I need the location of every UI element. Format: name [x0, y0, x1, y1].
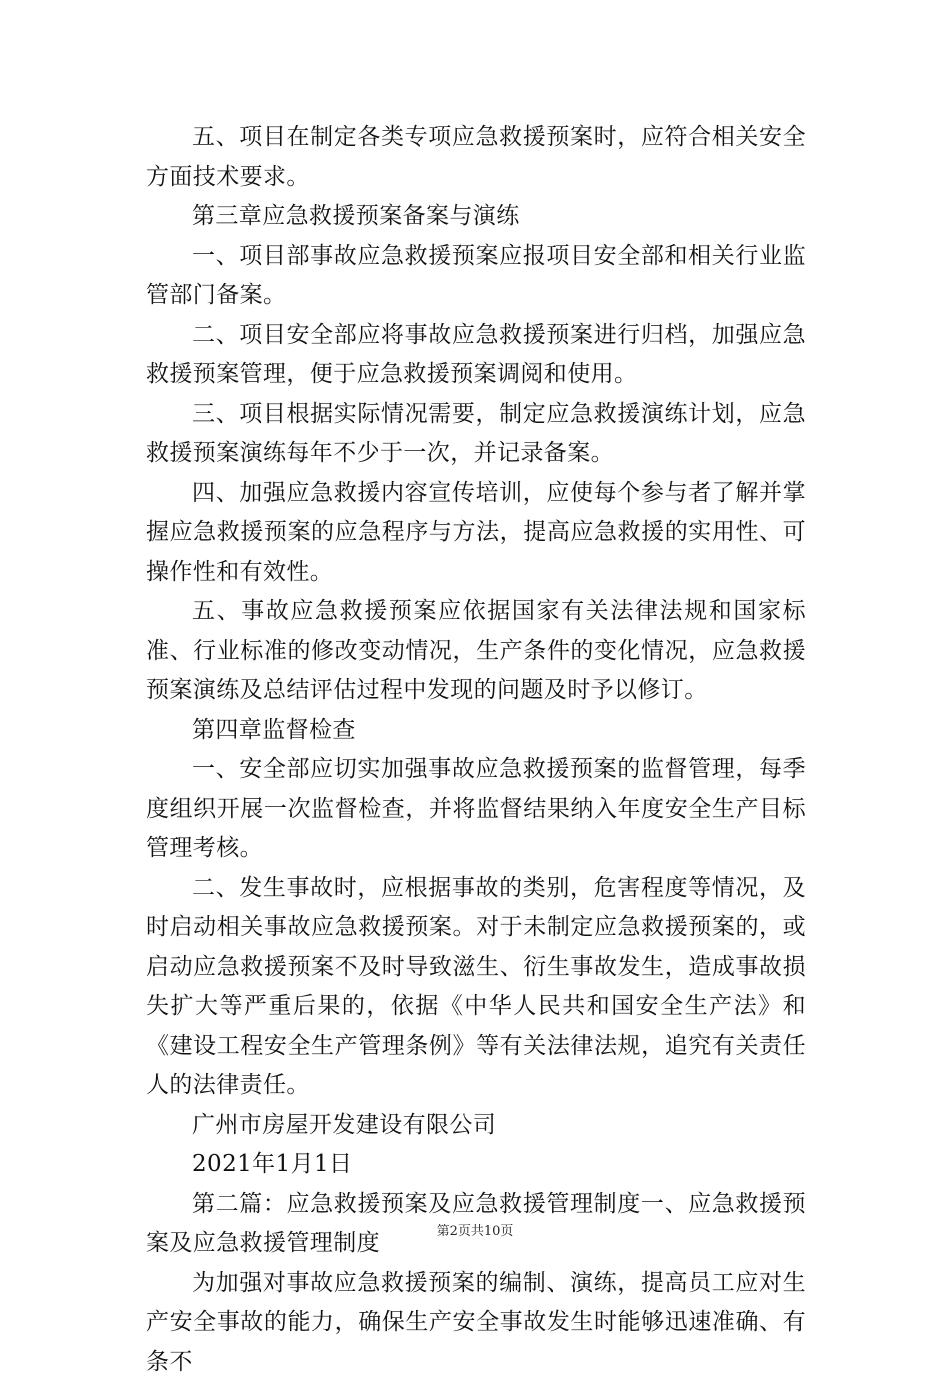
company-signature: 广州市房屋开发建设有限公司: [146, 1106, 806, 1146]
paragraph: 五、项目在制定各类专项应急救援预案时，应符合相关安全方面技术要求。: [146, 118, 806, 197]
page-number: 第2页共10页: [437, 1224, 514, 1239]
section-title: 第二篇：应急救援预案及应急救援管理制度一、应急救援预案及应急救援管理制度: [146, 1185, 806, 1264]
paragraph: 四、加强应急救援内容宣传培训，应使每个参与者了解并掌握应急救援预案的应急程序与方法，提高应急救援的实用性、可操作性和有效性。: [146, 474, 806, 593]
paragraph: 二、发生事故时，应根据事故的类别，危害程度等情况，及时启动相关事故应急救援预案。对于未制定应急救援预案的，或启动应急救援预案不及时导致滋生、衍生事故发生，造成事故损失扩大等严重后果的，依据《中华人民共和国安全生产法》和《建设工程安全生产管理条例》等有关法律法规，追究有关责任人的法律责任。: [146, 869, 806, 1106]
paragraph: 二、项目安全部应将事故应急救援预案进行归档，加强应急救援预案管理，便于应急救援预案调阅和使用。: [146, 316, 806, 395]
chapter-heading: 第四章监督检查: [146, 711, 806, 751]
document-body: [146, 118, 806, 1382]
paragraph: 一、项目部事故应急救援预案应报项目安全部和相关行业监管部门备案。: [146, 237, 806, 316]
paragraph: 三、项目根据实际情况需要，制定应急救援演练计划，应急救援预案演练每年不少于一次，并记录备案。: [146, 395, 806, 474]
paragraph: 一、安全部应切实加强事故应急救援预案的监督管理，每季度组织开展一次监督检查，并将监督结果纳入年度安全生产目标管理考核。: [146, 750, 806, 869]
chapter-heading: 第三章应急救援预案备案与演练: [146, 197, 806, 237]
page-footer: [0, 1220, 950, 1239]
paragraph: 为加强对事故应急救援预案的编制、演练，提高员工应对生产安全事故的能力，确保生产安全事故发生时能够迅速准确、有条不: [146, 1264, 806, 1382]
document-date: 2021年1月1日: [146, 1145, 806, 1185]
paragraph: 五、事故应急救援预案应依据国家有关法律法规和国家标准、行业标准的修改变动情况，生产条件的变化情况，应急救援预案演练及总结评估过程中发现的问题及时予以修订。: [146, 592, 806, 711]
